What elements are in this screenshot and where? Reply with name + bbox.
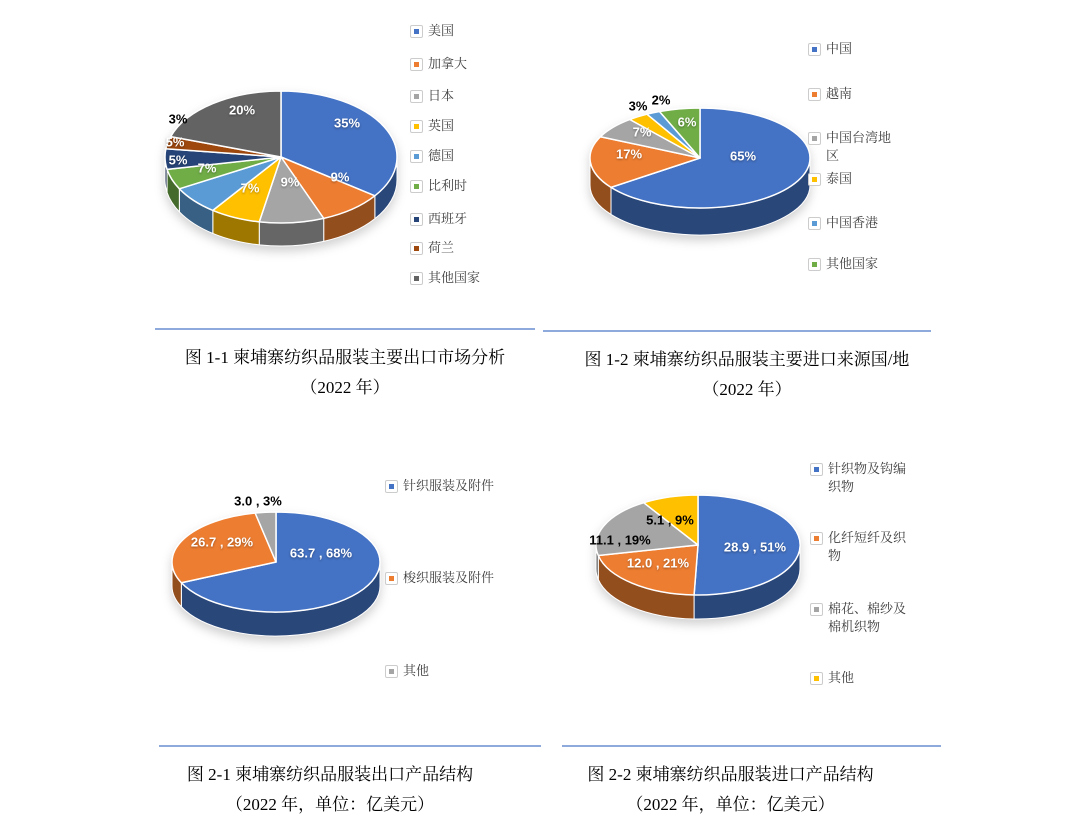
legend-swatch — [414, 29, 419, 34]
figure-1-1-subtitle: （2022 年） — [300, 378, 390, 397]
legend-marker-icon — [410, 180, 423, 193]
chart-import-product-structure — [545, 440, 935, 755]
pie-data-label-其他国家: 6% — [677, 114, 697, 130]
figure-1-1-caption — [155, 328, 535, 403]
legend-marker-icon — [808, 43, 821, 56]
legend-marker-icon — [410, 120, 423, 133]
pie-data-label-针织物及钩编织物: 28.9 , 51% — [723, 539, 787, 555]
legend-label: 泰国 — [826, 171, 853, 186]
legend-item-泰国 — [808, 170, 896, 188]
legend-item-中国香港 — [808, 214, 896, 232]
legend-swatch — [414, 217, 419, 222]
legend-label: 中国香港 — [826, 215, 879, 230]
legend-marker-icon — [808, 132, 821, 145]
legend-label: 美国 — [428, 23, 455, 38]
legend-swatch — [814, 676, 819, 681]
figure-2-2-title: 图 2-2 柬埔寨纺织品服装进口产品结构 — [587, 765, 874, 784]
legend-item-美国 — [410, 22, 454, 40]
legend-marker-icon — [410, 25, 423, 38]
legend-label: 中国台湾地区 — [826, 130, 892, 163]
chart-export-markets — [150, 10, 540, 325]
legend-marker-icon — [810, 463, 823, 476]
legend-swatch — [414, 94, 419, 99]
legend-marker-icon — [810, 532, 823, 545]
legend-label: 梭织服装及附件 — [403, 570, 495, 585]
legend-swatch — [814, 467, 819, 472]
figure-1-2-title: 图 1-2 柬埔寨纺织品服装主要进口来源国/地 — [584, 350, 910, 369]
legend-marker-icon — [810, 672, 823, 685]
legend-item-英国 — [410, 117, 454, 135]
legend-marker-icon — [385, 665, 398, 678]
legend-item-荷兰 — [410, 239, 454, 257]
legend-label: 化纤短纤及织物 — [828, 530, 907, 563]
legend-item-西班牙 — [410, 210, 467, 228]
legend-marker-icon — [410, 150, 423, 163]
pie-data-label-越南: 17% — [615, 146, 643, 162]
pie-data-label-加拿大: 9% — [330, 169, 350, 185]
figure-2-1-subtitle: （2022 年，单位：亿美元） — [225, 795, 435, 814]
pie-data-label-中国香港: 2% — [651, 92, 671, 108]
pie-data-label-中国台湾地区: 7% — [632, 124, 652, 140]
legend-item-德国 — [410, 147, 454, 165]
legend-item-棉花、棉纱及棉机织物 — [810, 600, 908, 636]
figure-1-2-caption — [543, 330, 931, 405]
legend-marker-icon — [808, 173, 821, 186]
legend-label: 荷兰 — [428, 240, 455, 255]
legend-item-其他 — [385, 662, 429, 680]
legend-item-化纤短纤及织物 — [810, 529, 908, 565]
legend-item-针织服装及附件 — [385, 477, 494, 495]
pie-data-label-日本: 9% — [280, 174, 300, 190]
legend-swatch — [414, 276, 419, 281]
pie-data-label-西班牙: 5% — [165, 134, 185, 150]
figure-1-1-title: 图 1-1 柬埔寨纺织品服装主要出口市场分析 — [184, 348, 506, 367]
pie-data-label-其他国家: 20% — [228, 102, 256, 118]
legend-item-中国 — [808, 40, 896, 58]
legend-marker-icon — [410, 90, 423, 103]
legend-item-其他 — [810, 669, 908, 687]
figure-2-1-caption — [159, 745, 541, 820]
legend-swatch — [814, 536, 819, 541]
legend-item-针织物及钩编织物 — [810, 460, 908, 496]
legend-marker-icon — [808, 217, 821, 230]
pie-data-label-化纤短纤及织物: 12.0 , 21% — [626, 555, 690, 571]
legend-swatch — [812, 47, 817, 52]
legend-marker-icon — [410, 213, 423, 226]
legend-marker-icon — [808, 258, 821, 271]
legend-swatch — [812, 92, 817, 97]
figure-2-2-subtitle: （2022 年，单位：亿美元） — [626, 795, 835, 814]
pie-data-label-其他: 5.1 , 9% — [646, 512, 694, 528]
legend-swatch — [414, 124, 419, 129]
pie-data-label-针织服装及附件: 63.7 , 68% — [289, 545, 353, 561]
legend-label: 中国 — [826, 41, 853, 56]
legend-label: 加拿大 — [428, 56, 468, 71]
legend-label: 其他国家 — [826, 256, 879, 271]
legend-label: 其他国家 — [428, 270, 481, 285]
chart-import-sources — [545, 10, 935, 325]
legend-swatch — [389, 484, 394, 489]
legend-item-越南 — [808, 85, 896, 103]
legend-marker-icon — [410, 242, 423, 255]
pie-data-label-中国: 65% — [729, 148, 757, 164]
pie-data-label-德国: 7% — [197, 160, 217, 176]
legend-marker-icon — [410, 272, 423, 285]
pie-data-label-棉花、棉纱及棉机织物: 11.1 , 19% — [589, 532, 651, 548]
legend-label: 英国 — [428, 118, 455, 133]
legend-label: 针织服装及附件 — [403, 478, 495, 493]
legend-swatch — [814, 607, 819, 612]
chart-export-product-structure — [150, 440, 540, 755]
figure-2-1-title: 图 2-1 柬埔寨纺织品服装出口产品结构 — [186, 765, 474, 784]
legend-swatch — [414, 184, 419, 189]
legend-swatch — [812, 221, 817, 226]
legend-item-加拿大 — [410, 55, 467, 73]
legend-swatch — [414, 154, 419, 159]
legend-item-比利时 — [410, 177, 467, 195]
legend-label: 日本 — [428, 88, 455, 103]
legend-swatch — [812, 136, 817, 141]
legend-marker-icon — [385, 480, 398, 493]
legend-item-中国台湾地区 — [808, 129, 896, 165]
legend-label: 比利时 — [428, 178, 468, 193]
legend-item-日本 — [410, 87, 454, 105]
legend-label: 越南 — [826, 86, 853, 101]
legend-marker-icon — [808, 88, 821, 101]
pie-data-label-美国: 35% — [333, 115, 361, 131]
pie-data-label-其他: 3.0 , 3% — [234, 493, 282, 509]
legend-label: 棉花、棉纱及棉机织物 — [828, 601, 907, 634]
pie-data-label-比利时: 5% — [168, 152, 188, 168]
legend-swatch — [389, 576, 394, 581]
legend-label: 其他 — [828, 670, 855, 685]
pie-data-label-英国: 7% — [240, 180, 260, 196]
legend-marker-icon — [410, 58, 423, 71]
legend-swatch — [812, 177, 817, 182]
legend-item-其他国家 — [808, 255, 896, 273]
figure-1-2-subtitle: （2022 年） — [702, 380, 792, 399]
pie-data-label-荷兰: 3% — [168, 111, 188, 127]
legend-marker-icon — [385, 572, 398, 585]
legend-item-梭织服装及附件 — [385, 569, 494, 587]
legend-label: 针织物及钩编织物 — [828, 461, 907, 494]
legend-swatch — [414, 62, 419, 67]
legend-swatch — [414, 246, 419, 251]
legend-label: 德国 — [428, 148, 455, 163]
pie-data-label-泰国: 3% — [628, 98, 648, 114]
figure-2-2-caption — [562, 745, 941, 820]
pie-data-label-梭织服装及附件: 26.7 , 29% — [190, 534, 254, 550]
legend-marker-icon — [810, 603, 823, 616]
legend-label: 其他 — [403, 663, 430, 678]
legend-swatch — [812, 262, 817, 267]
legend-item-其他国家 — [410, 269, 480, 287]
legend-swatch — [389, 669, 394, 674]
legend-label: 西班牙 — [428, 211, 468, 226]
